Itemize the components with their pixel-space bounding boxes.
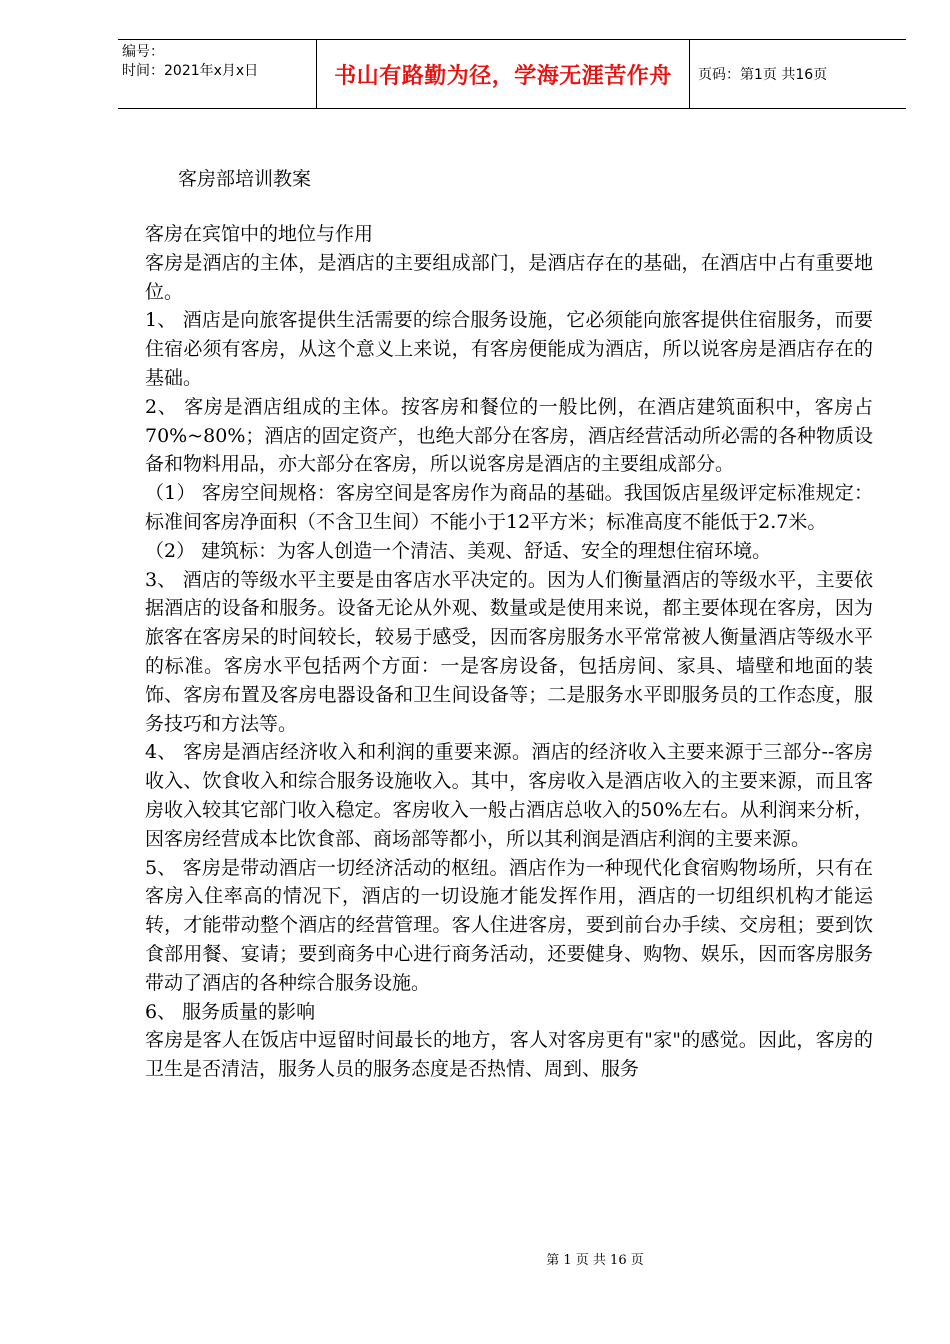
- header-page-label: 页码：第1页 共16页: [698, 67, 828, 83]
- paragraph: （1） 客房空间规格：客房空间是客房作为商品的基础。我国饭店星级评定标准规定：标准间客房净面积（不含卫生间）不能小于12平方米；标准高度不能低于2.7米。: [145, 482, 873, 533]
- section-heading: 客房在宾馆中的地位与作用: [145, 223, 374, 245]
- header-motto-cell: [316, 40, 690, 108]
- paragraph: 客房是酒店的主体，是酒店的主要组成部门，是酒店存在的基础，在酒店中占有重要地位。: [145, 251, 873, 303]
- footer-page-number: 第 1 页 共 16 页: [546, 1253, 644, 1268]
- document-body: [145, 220, 873, 1084]
- paragraph: 6、 服务质量的影响: [145, 1000, 316, 1023]
- document-title: 客房部培训教案: [178, 168, 312, 190]
- paragraph: 5、 客房是带动酒店一切经济活动的枢纽。酒店作为一种现代化食宿购物场所，只有在客房入住率高的情况下，酒店的一切设施才能发挥作用，酒店的一切组织机构才能运转，才能带动整个酒店的经营管理。客人住进客房，要到前台办手续、交房租；要到饮食部用餐、宴请；要到商务中心进行商务活动，还要健身、购物、娱乐，因而客房服务带动了酒店的各种综合服务设施。: [145, 856, 873, 994]
- paragraph: 客房是客人在饭店中逗留时间最长的地方，客人对客房更有"家"的感觉。因此，客房的卫生是否清洁，服务人员的服务态度是否热情、周到、服务: [145, 1029, 873, 1081]
- paragraph: 4、 客房是酒店经济收入和利润的重要来源。酒店的经济收入主要来源于三部分--客房收入、饮食收入和综合服务设施收入。其中，客房收入是酒店收入的主要来源，而且客房收入较其它部门收入稳定。客房收入一般占酒店总收入的50%左右。从利润来分析，因客房经营成本比饮食部、商场部等都小，所以其利润是酒店利润的主要来源。: [145, 741, 873, 850]
- paragraph: 3、 酒店的等级水平主要是由客店水平决定的。因为人们衡量酒店的等级水平，主要依据酒店的设备和服务。设备无论从外观、数量或是使用来说，都主要体现在客房，因为旅客在客房呆的时间较长，较易于感受，因而客房服务水平常常被人衡量酒店等级水平的标准。客房水平包括两个方面：一是客房设备，包括房间、家具、墙壁和地面的装饰、客房布置及客房电器设备和卫生间设备等；二是服务水平即服务员的工作态度，服务技巧和方法等。: [145, 568, 873, 735]
- doc-number-label: 编号：: [122, 44, 164, 60]
- doc-time-label: 时间：2021年x月x日: [122, 63, 259, 79]
- paragraph: （2） 建筑标：为客人创造一个清洁、美观、舒适、安全的理想住宿环境。: [145, 539, 772, 562]
- header-page-cell: [690, 40, 906, 108]
- header-motto: 书山有路勤为径，学海无涯苦作舟: [334, 63, 672, 89]
- page-footer: [0, 1249, 950, 1268]
- paragraph: 2、 客房是酒店组成的主体。按客房和餐位的一般比例，在酒店建筑面积中，客房占70%~80%；酒店的固定资产，也绝大部分在客房，酒店经营活动所必需的各种物质设备和物料用品，亦大部分在客房，所以说客房是酒店的主要组成部分。: [145, 395, 873, 476]
- page-header: [118, 39, 906, 109]
- paragraph: 1、 酒店是向旅客提供生活需要的综合服务设施，它必须能向旅客提供住宿服务，而要住宿必须有客房，从这个意义上来说，有客房便能成为酒店，所以说客房是酒店存在的基础。: [145, 309, 873, 389]
- header-meta: [118, 40, 316, 108]
